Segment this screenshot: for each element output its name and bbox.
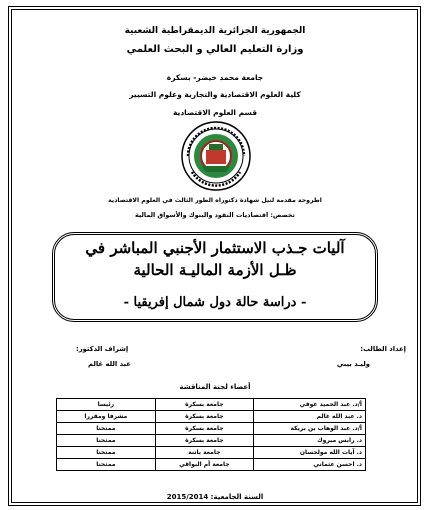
member-role: ممتحنا bbox=[57, 459, 156, 471]
member-university: جامعة بسكرة bbox=[155, 399, 253, 411]
table-row bbox=[57, 423, 366, 435]
member-role: رئيسا bbox=[57, 399, 156, 411]
member-role: ممتحنا bbox=[57, 423, 156, 435]
member-role: ممتحنا bbox=[57, 435, 156, 447]
member-name: د. رابس مبروك bbox=[254, 435, 366, 447]
member-university: جامعة بسكرة bbox=[155, 411, 253, 423]
thesis-subtitle: - دراسة حالة دول شمال إفريقيا - bbox=[123, 295, 307, 310]
republic-heading: الجمهورية الجزائرية الديمقراطية الشعبية bbox=[124, 26, 306, 36]
faculty-name: كلية العلوم الاقتصادية والتجارية وعلوم التسيير bbox=[129, 90, 301, 99]
supervisor-label: إشراف الدكتور: bbox=[76, 345, 129, 353]
table-row bbox=[57, 459, 366, 471]
supervisor-name: عبد الله غالم bbox=[88, 360, 131, 368]
department-name: قسم العلوم الاقتصادية bbox=[172, 108, 258, 117]
member-name: د. احسن عثماني bbox=[254, 459, 366, 471]
thesis-title-line2: ظـل الأزمة الماليـة الحالية bbox=[133, 261, 297, 279]
member-name: د. آيات الله مولحسان bbox=[254, 447, 366, 459]
committee-heading: أعضاء لجنة المناقشة bbox=[179, 383, 251, 391]
university-name: جامعة محمد خيضر- بسكرة bbox=[166, 73, 264, 82]
table-row bbox=[57, 447, 366, 459]
university-seal-icon bbox=[180, 120, 252, 192]
member-university: جامعة بسكرة bbox=[155, 435, 253, 447]
member-name: أ/د. عبد الوهاب بن بريكة bbox=[254, 423, 366, 435]
student-name: وليـد بيبي bbox=[336, 360, 370, 368]
table-row bbox=[57, 399, 366, 411]
table-row bbox=[57, 411, 366, 423]
member-name: د. عبد الله غالم bbox=[254, 411, 366, 423]
academic-year: السنة الجامعية: 2015/2014 bbox=[166, 493, 264, 501]
prepared-by-label: إعداد الطالب: bbox=[360, 345, 406, 353]
thesis-title-line1: آليات جـذب الاستثمار الأجنبي المباشر في bbox=[85, 239, 345, 257]
specialization: تخصص: اقتصاديات النقود والبنوك والأسواق المالية bbox=[135, 211, 295, 219]
committee-table bbox=[56, 398, 366, 471]
member-university: جامعة بسكرة bbox=[155, 423, 253, 435]
member-university: جامعة أم البواقي bbox=[155, 459, 253, 471]
member-role: مشرفا ومقررا bbox=[57, 411, 156, 423]
member-role: ممتحنا bbox=[57, 447, 156, 459]
ministry-heading: وزارة التعليم العالي و البحث العلمي bbox=[126, 44, 304, 55]
table-row bbox=[57, 435, 366, 447]
title-box bbox=[52, 232, 378, 322]
member-name: أ/د. عبد الحميد غوفي bbox=[254, 399, 366, 411]
member-university: جامعة باتنة bbox=[155, 447, 253, 459]
thesis-statement: اطروحة مقدمة لنيل شهادة دكتوراه الطور الثالث في العلوم الاقتصادية bbox=[108, 197, 322, 204]
